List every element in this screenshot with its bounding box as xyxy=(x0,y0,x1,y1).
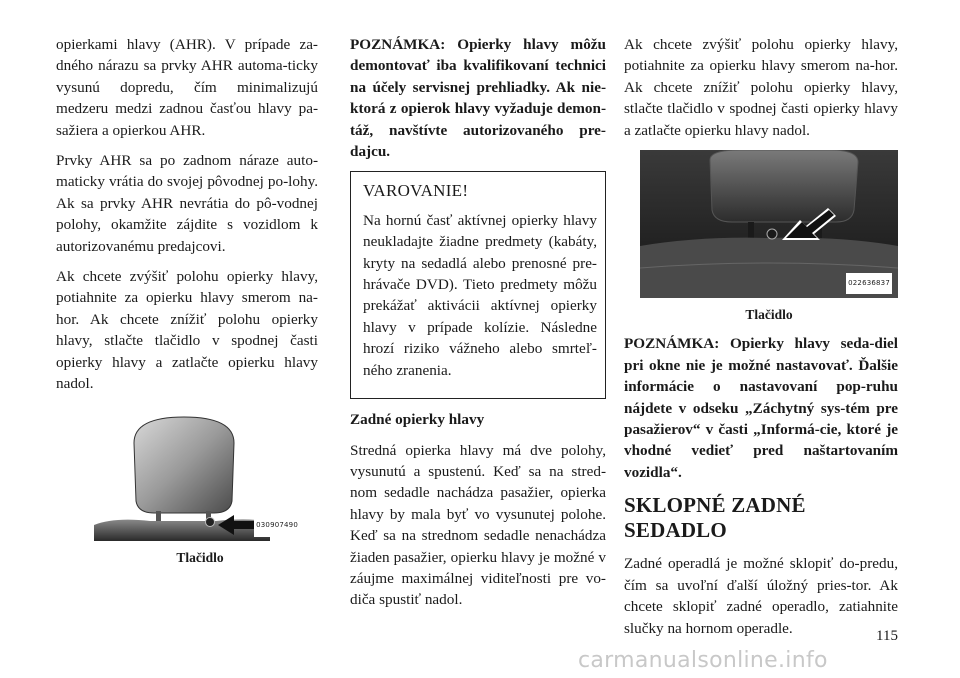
warning-text: Na hornú časť aktívnej opierky hlavy neukladajte žiadne predmety (kabáty, kryty na sedadlá alebo prenosné pre-hrávače DVD). Tieto predmety môžu prekážať aktivácii aktívnej opierky hlavy v prípade kolízie. Následne hrozí riziko vážneho alebo smrteľ-ného zranenia. xyxy=(363,211,597,379)
paragraph-rear-headrests: Stredná opierka hlavy má dve polohy, vysunutú a spustenú. Keď sa na stred-nom sedadle nachádza pasažier, opierka hlavy by mala byť vo vysunutej polohe. Keď sa na strednom sedadle nenachádza žiaden pasažier, opierku hlavy je možné v záujme maximálnej viditeľnosti pre vo-diča spustiť nadol. xyxy=(350,441,606,609)
paragraph-adjust-front: Ak chcete zvýšiť polohu opierky hlavy, potiahnite za opierku hlavy smerom na-hor. Ak chcete znížiť polohu opierky hlavy, stlačte tlačidlo v spodnej časti opierky hlavy a zatlačte opierku hlavy nadol. xyxy=(56,268,318,393)
paragraph-folding-seat: Zadné operadlá je možné sklopiť do-predu, čím sa uvoľní ďalší úložný pries-tor. Ak chcete sklopiť zadné operadlo, zatiahnite slučky na hornom operadle. xyxy=(624,555,898,637)
watermark: carmanualsonline.info xyxy=(578,648,828,673)
figure-code: 022636837 xyxy=(846,273,892,294)
subheading-rear-headrests: Zadné opierky hlavy xyxy=(350,411,485,429)
warning-box xyxy=(350,171,606,399)
warning-title: VAROVANIE! xyxy=(363,181,469,201)
paragraph-ahr-return: Prvky AHR sa po zadnom náraze auto-maticky vrátia do svojej pôvodnej po-lohy. Ak sa prvky AHR nevrátia do pô-vodnej polohy, okamžite zájdite s vozidlom k autorizovanému predajcovi. xyxy=(56,152,318,255)
paragraph-ahr-intro: opierkami hlavy (AHR). V prípade za-dného nárazu sa prvky AHR automa-ticky vysunú dopredu, čím minimalizujú medzeru medzi zadnou časťou hlavy pa-sažiera a opierkou AHR. xyxy=(56,36,318,139)
page-number: 115 xyxy=(876,628,898,644)
figure-front-headrest xyxy=(94,413,306,568)
column-right xyxy=(624,34,898,648)
column-left xyxy=(56,34,318,568)
figure-caption: Tlačidlo xyxy=(176,549,224,565)
figure-caption: Tlačidlo xyxy=(745,307,793,323)
column-middle xyxy=(350,34,606,620)
note-window-headrests: POZNÁMKA: Opierky hlavy seda-diel pri okne nie je možné nastavovať. Ďalšie informácie o nastavovaní pop-ruhu nájdete v odseku „Záchytný sys-tém pre pasažierov“ v časti „Informá-cie, ktoré je vhodné vedieť pred naštartovaním vozidla“. xyxy=(624,335,898,481)
paragraph-adjust-rear: Ak chcete zvýšiť polohu opierky hlavy, potiahnite za opierku hlavy smerom na-hor. Ak chcete znížiť polohu opierky hlavy, stlačte tlačidlo v spodnej časti opierky hlavy a zatlačte opierku hlavy nadol. xyxy=(624,36,898,139)
figure-code: 030907490 xyxy=(254,515,300,536)
section-title-folding-seat: SKLOPNÉ ZADNÉ SEDADLO xyxy=(624,493,806,543)
note-removal: POZNÁMKA: Opierky hlavy môžu demontovať iba kvalifikovaní technici na účely servisnej prehliadky. Ak nie-ktorá z opierok hlavy vyžaduje demon-táž, navštívte autorizovaného pre-dajcu. xyxy=(350,36,606,161)
figure-rear-headrest xyxy=(640,150,898,325)
